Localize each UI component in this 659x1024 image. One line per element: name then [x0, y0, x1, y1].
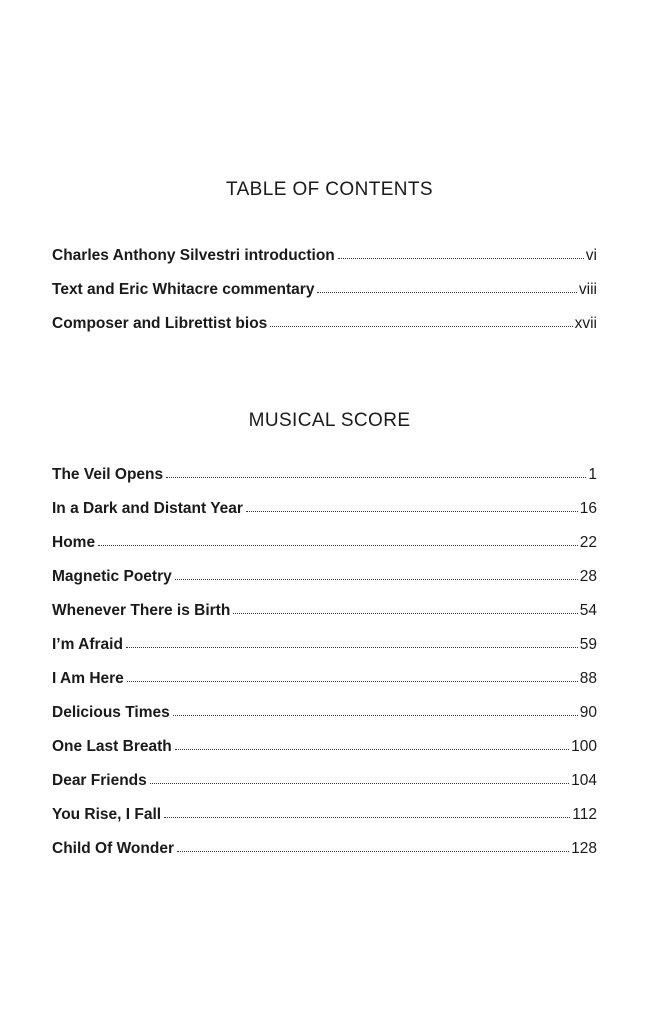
toc-list — [52, 247, 597, 349]
entry-title: I Am Here — [52, 670, 124, 687]
dot-leader — [317, 292, 576, 293]
entry-title: Child Of Wonder — [52, 840, 174, 857]
dot-leader — [233, 613, 577, 614]
dot-leader — [127, 681, 578, 682]
entry-title: You Rise, I Fall — [52, 806, 162, 823]
score-entry[interactable] — [52, 772, 597, 806]
score-entry[interactable] — [52, 602, 597, 636]
entry-page-number: viii — [578, 281, 597, 298]
dot-leader — [173, 715, 578, 716]
score-entry[interactable] — [52, 738, 597, 772]
toc-entry[interactable] — [52, 247, 597, 281]
entry-page-number: 54 — [579, 602, 597, 619]
score-entry[interactable] — [52, 636, 597, 670]
dot-leader — [175, 579, 578, 580]
entry-title: Whenever There is Birth — [52, 602, 231, 619]
entry-page-number: 128 — [571, 840, 597, 857]
entry-title: One Last Breath — [52, 738, 172, 755]
dot-leader — [246, 511, 578, 512]
dot-leader — [166, 477, 586, 478]
toc-heading: TABLE OF CONTENTS — [225, 179, 434, 200]
dot-leader — [150, 783, 569, 784]
score-entry[interactable] — [52, 568, 597, 602]
entry-page-number: 59 — [579, 636, 597, 653]
entry-title: The Veil Opens — [52, 466, 164, 483]
entry-page-number: 100 — [571, 738, 597, 755]
dot-leader — [270, 326, 572, 327]
entry-page-number: 22 — [579, 534, 597, 551]
dot-leader — [98, 545, 578, 546]
score-entry[interactable] — [52, 466, 597, 500]
score-entry[interactable] — [52, 840, 597, 874]
entry-title: Composer and Librettist bios — [52, 315, 268, 332]
entry-page-number: 88 — [579, 670, 597, 687]
entry-title: I’m Afraid — [52, 636, 123, 653]
score-entry[interactable] — [52, 534, 597, 568]
dot-leader — [338, 258, 584, 259]
score-list — [52, 466, 597, 874]
entry-title: Home — [52, 534, 96, 551]
score-entry[interactable] — [52, 670, 597, 704]
score-entry[interactable] — [52, 500, 597, 534]
score-heading: MUSICAL SCORE — [248, 410, 411, 431]
entry-title: Magnetic Poetry — [52, 568, 172, 585]
entry-page-number: xvii — [574, 315, 597, 332]
entry-page-number: 1 — [588, 466, 597, 483]
entry-page-number: 28 — [579, 568, 597, 585]
score-entry[interactable] — [52, 806, 597, 840]
entry-page-number: 112 — [572, 806, 597, 823]
dot-leader — [177, 851, 569, 852]
dot-leader — [175, 749, 569, 750]
entry-title: Text and Eric Whitacre commentary — [52, 281, 315, 298]
entry-title: Charles Anthony Silvestri introduction — [52, 247, 335, 264]
entry-page-number: vi — [585, 247, 597, 264]
toc-entry[interactable] — [52, 281, 597, 315]
entry-title: Delicious Times — [52, 704, 170, 721]
toc-entry[interactable] — [52, 315, 597, 349]
entry-page-number: 90 — [579, 704, 597, 721]
dot-leader — [126, 647, 578, 648]
entry-title: In a Dark and Distant Year — [52, 500, 243, 517]
score-entry[interactable] — [52, 704, 597, 738]
entry-page-number: 16 — [579, 500, 597, 517]
entry-title: Dear Friends — [52, 772, 147, 789]
dot-leader — [164, 817, 570, 818]
entry-page-number: 104 — [571, 772, 597, 789]
